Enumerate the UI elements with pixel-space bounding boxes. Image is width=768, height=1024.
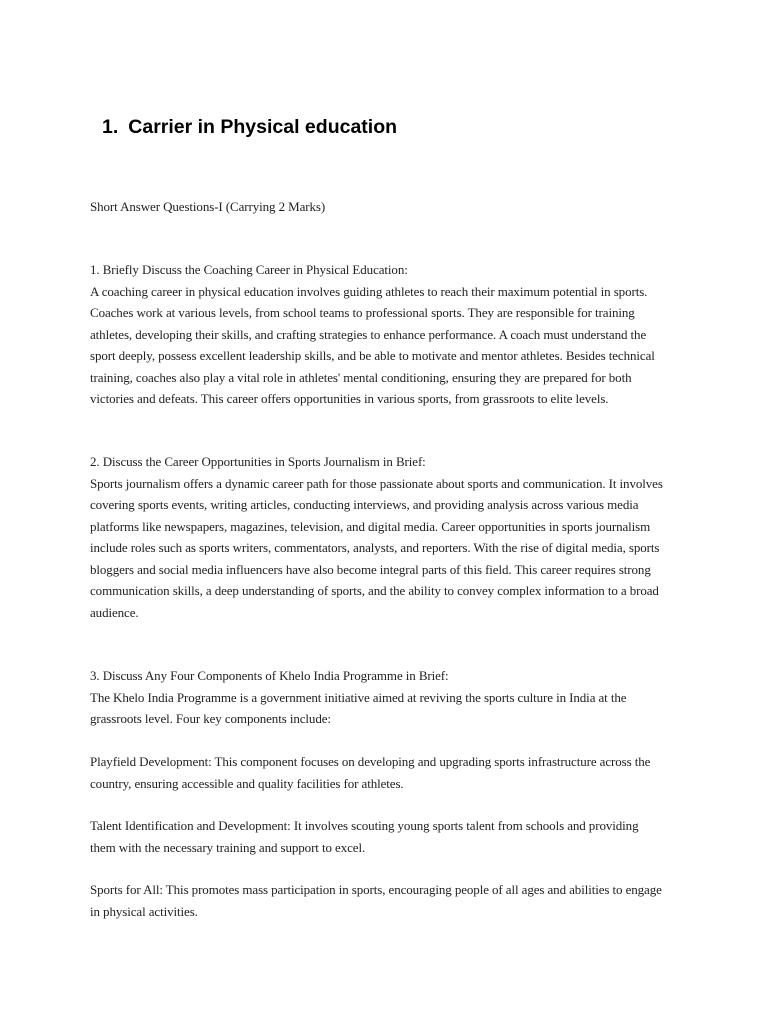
answer-line: bloggers and social media influencers have also become integral parts of this field. This career requires strong <box>90 561 651 577</box>
answer-line: Coaches work at various levels, from school teams to professional sports. They are responsible for training <box>90 305 635 320</box>
component-sports-for-all <box>90 879 688 922</box>
component-line: country, ensuring accessible and quality facilities for athletes. <box>90 775 404 791</box>
component-playfield <box>90 751 688 794</box>
component-line: Playfield Development: This component focuses on developing and upgrading sports infrastructure across the <box>90 754 651 769</box>
heading-number: 1. <box>102 116 119 138</box>
component-line: Sports for All: This promotes mass participation in sports, encouraging people of all ages and abilities to engage <box>90 882 662 897</box>
answer-line: The Khelo India Programme is a government initiative aimed at reviving the sports culture in India at the <box>90 689 627 705</box>
component-line: in physical activities. <box>90 903 198 919</box>
answer-line: communication skills, a deep understanding of sports, and the ability to convey complex information to a broad <box>90 583 659 598</box>
section-subtitle: Short Answer Questions-I (Carrying 2 Marks) <box>90 199 326 214</box>
answer-line: sport deeply, possess excellent leadership skills, and be able to motivate and mentor athletes. Besides technical <box>90 348 655 363</box>
answer-line: victories and defeats. This career offers opportunities in various sports, from grassroots to elite levels. <box>90 391 609 406</box>
question-2-title: 2. Discuss the Career Opportunities in Sports Journalism in Brief: <box>90 454 426 469</box>
answer-line: Sports journalism offers a dynamic career path for those passionate about sports and communication. It involves <box>90 475 663 491</box>
question-2 <box>90 451 688 623</box>
question-3 <box>90 665 688 730</box>
answer-line: covering sports events, writing articles, conducting interviews, and providing analysis across various media <box>90 497 639 512</box>
answer-line: grassroots level. Four key components include: <box>90 711 331 726</box>
answer-line: A coaching career in physical education involves guiding athletes to reach their maximum potential in sports. <box>90 283 648 299</box>
question-3-title: 3. Discuss Any Four Components of Khelo India Programme in Brief: <box>90 668 449 683</box>
page-title <box>102 116 397 139</box>
heading-title: Carrier in Physical education <box>128 116 398 138</box>
answer-line: training, coaches also play a vital role in athletes' mental conditioning, ensuring they are prepared for both <box>90 369 632 385</box>
question-1-title: 1. Briefly Discuss the Coaching Career in Physical Education: <box>90 262 408 277</box>
question-1 <box>90 259 688 410</box>
answer-line: include roles such as sports writers, commentators, analysts, and reporters. With the rise of digital media, sports <box>90 540 660 555</box>
component-line: them with the necessary training and support to excel. <box>90 839 366 855</box>
component-talent <box>90 815 688 858</box>
answer-line: platforms like newspapers, magazines, television, and digital media. Career opportunities in sports journalism <box>90 518 651 534</box>
answer-line: athletes, developing their skills, and crafting strategies to enhance performance. A coach must understand the <box>90 326 647 342</box>
answer-line: audience. <box>90 604 139 620</box>
component-line: Talent Identification and Development: It involves scouting young sports talent from schools and providing <box>90 818 639 833</box>
